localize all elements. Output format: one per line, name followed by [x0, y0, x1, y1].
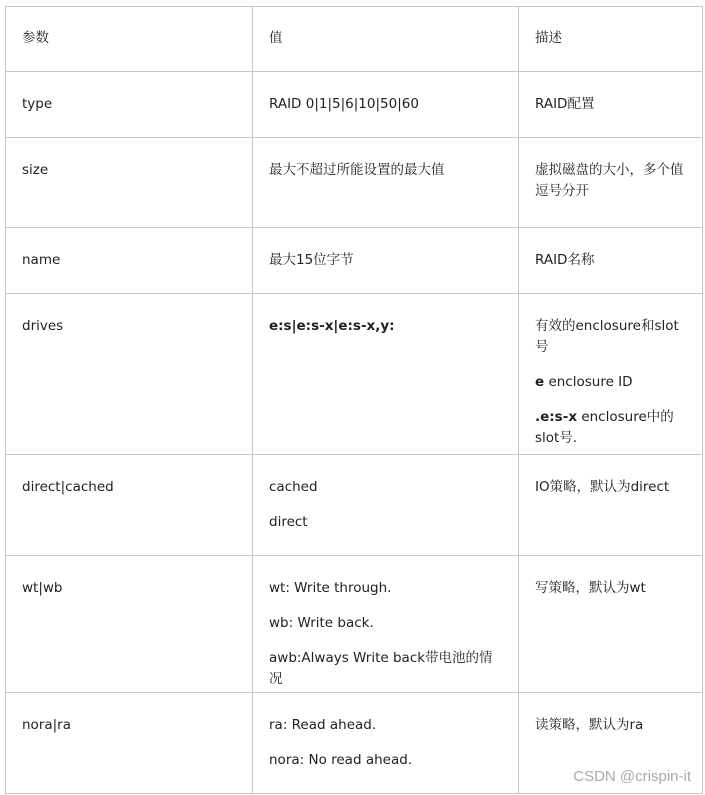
value-cell — [253, 556, 519, 693]
table-row — [6, 556, 703, 693]
desc-line — [535, 372, 687, 393]
desc-text: enclosure中的slot号. — [535, 409, 674, 446]
value-line: direct — [269, 514, 308, 530]
desc-cell: IO策略，默认为direct — [519, 455, 703, 556]
parameter-table — [5, 6, 703, 794]
desc-line — [535, 407, 687, 449]
value-line: awb:Always Write back带电池的情况 — [269, 650, 493, 687]
table-row — [6, 72, 703, 138]
desc-cell: 写策略，默认为wt — [519, 556, 703, 693]
header-desc: 描述 — [519, 7, 703, 72]
desc-cell: RAID名称 — [519, 228, 703, 294]
param-cell: drives — [6, 294, 253, 455]
param-cell: nora|ra — [6, 693, 253, 794]
param-cell: type — [6, 72, 253, 138]
param-cell: size — [6, 138, 253, 228]
desc-bold: .e:s-x — [535, 409, 578, 425]
value-cell: RAID 0|1|5|6|10|50|60 — [253, 72, 519, 138]
value-cell: e:s|e:s-x|e:s-x,y: — [253, 294, 519, 455]
desc-cell: RAID配置 — [519, 72, 703, 138]
desc-line: 有效的enclosure和slot号 — [535, 318, 679, 355]
value-line: cached — [269, 479, 318, 495]
value-cell: 最大15位字节 — [253, 228, 519, 294]
value-line: wt: Write through. — [269, 580, 392, 596]
table-row — [6, 138, 703, 228]
param-cell: name — [6, 228, 253, 294]
value-cell — [253, 455, 519, 556]
header-param: 参数 — [6, 7, 253, 72]
param-cell: direct|cached — [6, 455, 253, 556]
value-cell — [253, 693, 519, 794]
desc-cell: 虚拟磁盘的大小，多个值逗号分开 — [519, 138, 703, 228]
value-cell: 最大不超过所能设置的最大值 — [253, 138, 519, 228]
header-value: 值 — [253, 7, 519, 72]
table-row — [6, 228, 703, 294]
value-line: nora: No read ahead. — [269, 752, 413, 768]
table-header-row — [6, 7, 703, 72]
desc-cell — [519, 294, 703, 455]
desc-bold: e — [535, 374, 545, 390]
table-row — [6, 294, 703, 455]
table-row — [6, 455, 703, 556]
value-line: wb: Write back. — [269, 615, 374, 631]
watermark: CSDN @crispin-it — [573, 768, 691, 785]
param-cell: wt|wb — [6, 556, 253, 693]
desc-text: enclosure ID — [544, 374, 633, 390]
desc-cell: 读策略，默认为ra — [519, 693, 703, 794]
value-line: ra: Read ahead. — [269, 717, 377, 733]
